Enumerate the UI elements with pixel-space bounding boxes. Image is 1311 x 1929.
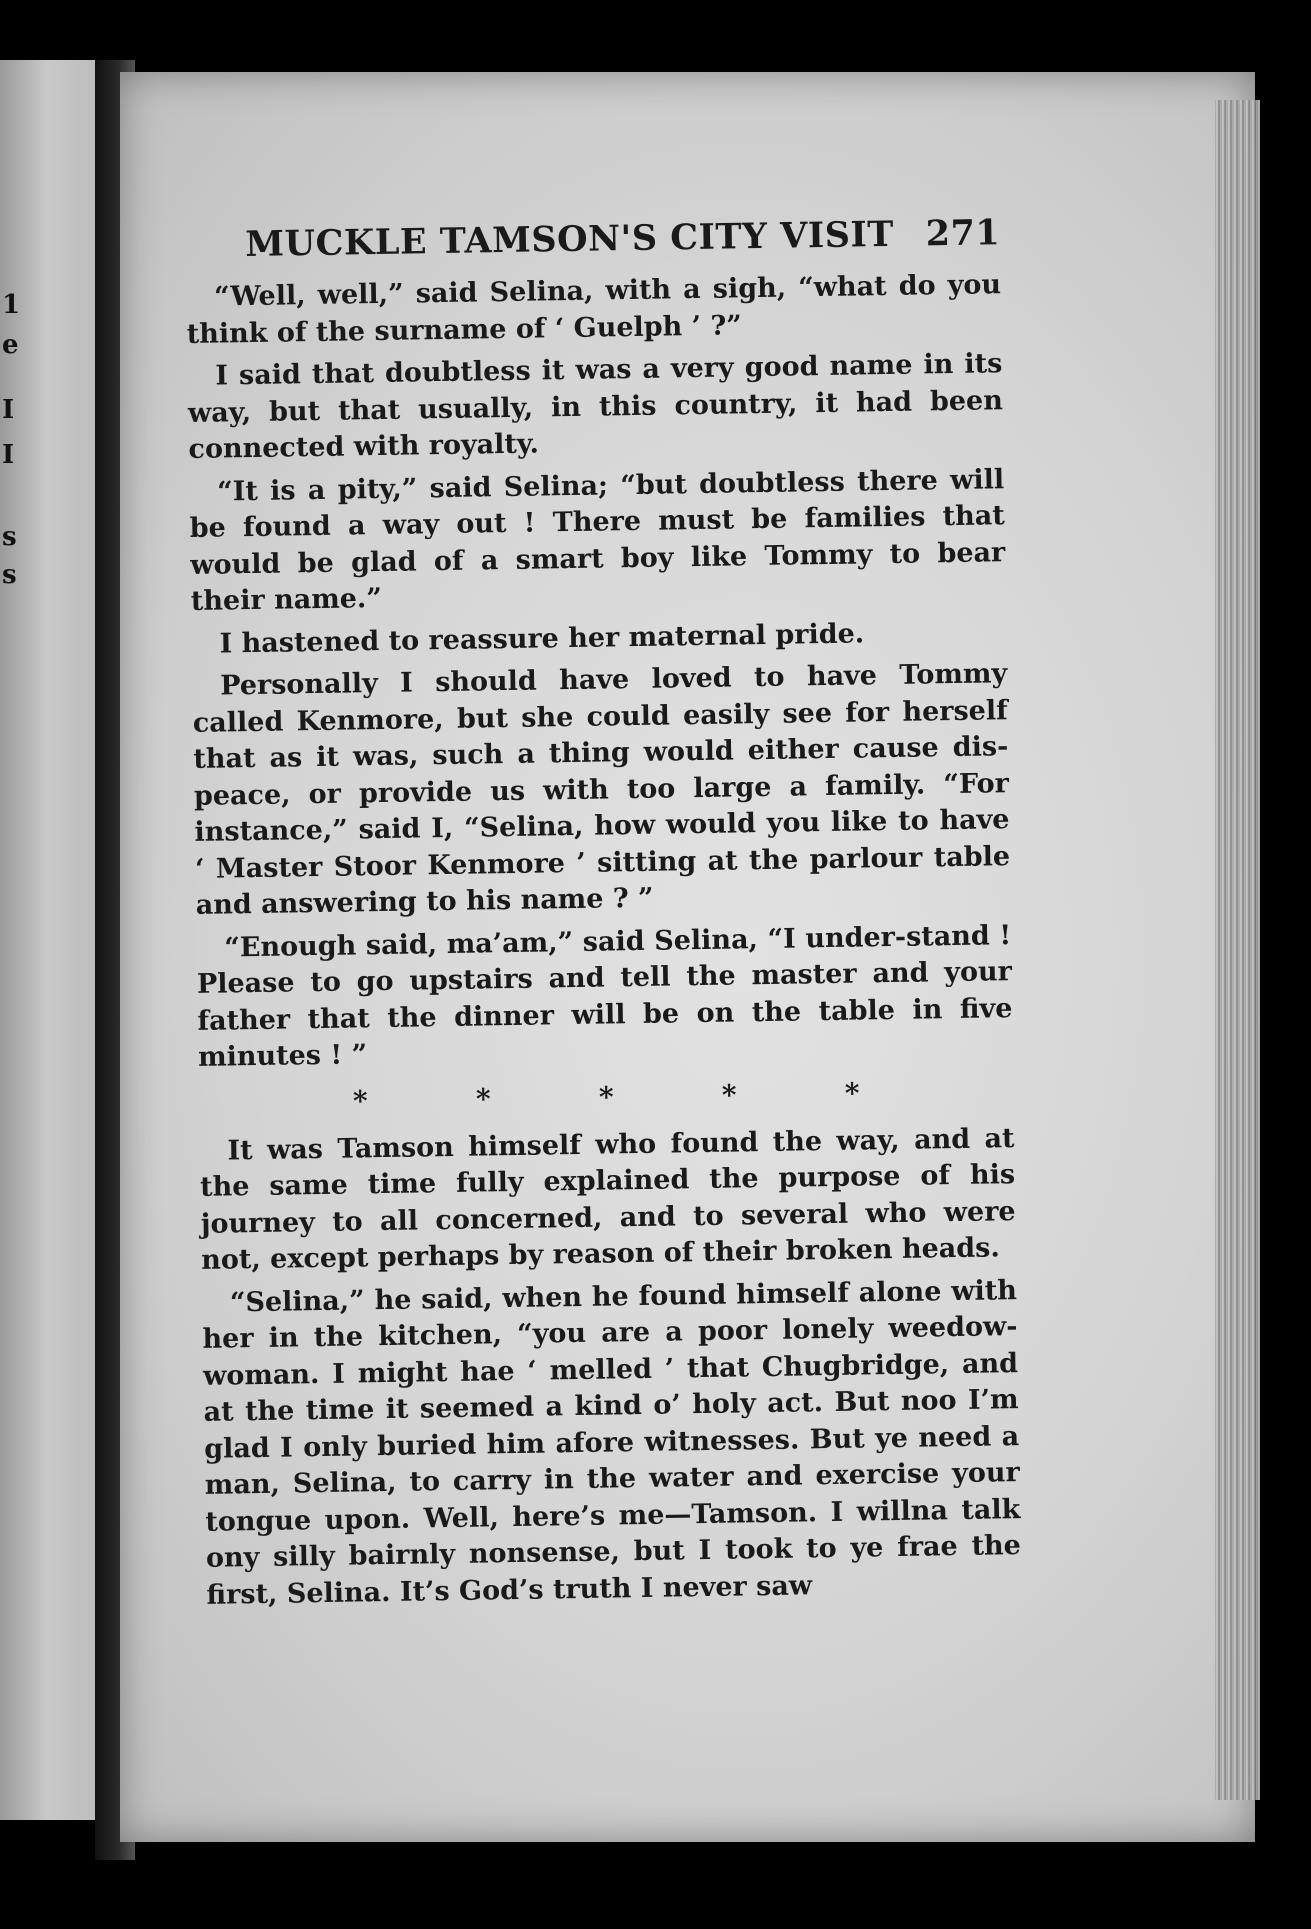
paragraph: I said that doubtless it was a very good name in its way, but that usually, in this country, it had been connected with royalty. <box>187 348 1004 465</box>
paragraph: “Well, well,” said Selina, with a sigh, “what do you think of the surname of ‘ Guelph ’ ?” <box>186 269 1002 350</box>
text-block <box>185 212 1022 1620</box>
paragraph: I hastened to reassure her maternal pride. <box>219 617 865 660</box>
paragraph: It was Tamson himself who found the way, and at the same time fully explained the purpose of his journey to all concerned, and to several who were not, except perhaps by reason of their broken heads. <box>199 1122 1016 1276</box>
break-star: * <box>598 1079 614 1114</box>
break-star: * <box>844 1076 860 1110</box>
page-edges <box>1215 100 1260 1800</box>
edge-glyph: s <box>2 560 17 590</box>
edge-glyph: s <box>2 522 17 552</box>
break-star: * <box>352 1083 368 1117</box>
edge-glyph: I <box>2 395 15 425</box>
edge-glyph: e <box>2 330 19 360</box>
paragraph: “It is a pity,” said Selina; “but doubtless there will be found a way out ! There must be families that would be glad of a smart boy like Tommy to bear their name.” <box>189 463 1006 617</box>
break-star: * <box>475 1081 491 1116</box>
paragraph: Personally I should have loved to have Tommy called Kenmore, but she could easily see for herself that as it was, such a thing would either cause dis-peace, or provide us with too large a family. “For instance,” said I, “Selina, how would you like to have ‘ Master Stoor Kenmore ’ sitting at the parlour table and answering to his name ? ” <box>192 658 1011 921</box>
left-page-edge <box>0 60 95 1820</box>
break-star: * <box>721 1077 737 1112</box>
paragraph: “Selina,” he said, when he found himself alone with her in the kitchen, “you are a poor lonely weedow-woman. I might hae ‘ melled ’ that Chugbridge, and at the time it seemed a kind o’ holy act. But noo I’m glad I only buried him afore witnesses. But ye need a man, Selina, to carry in the water and exercise your tongue upon. Well, here’s me—Tamson. I willna talk ony silly bairnly nonsense, but I took to ye frae the first, Selina. It’s God’s truth I never saw <box>202 1274 1022 1611</box>
paragraph: “Enough said, ma’am,” said Selina, “I under-stand ! Please to go upstairs and tell the master and your father that the dinner will be on the table in five minutes ! ” <box>196 919 1013 1073</box>
edge-glyph: 1 <box>2 290 21 320</box>
edge-glyph: I <box>2 440 15 470</box>
running-head-title: MUCKLE TAMSON'S CITY VISIT <box>244 213 895 266</box>
page-number: 271 <box>925 212 1001 255</box>
